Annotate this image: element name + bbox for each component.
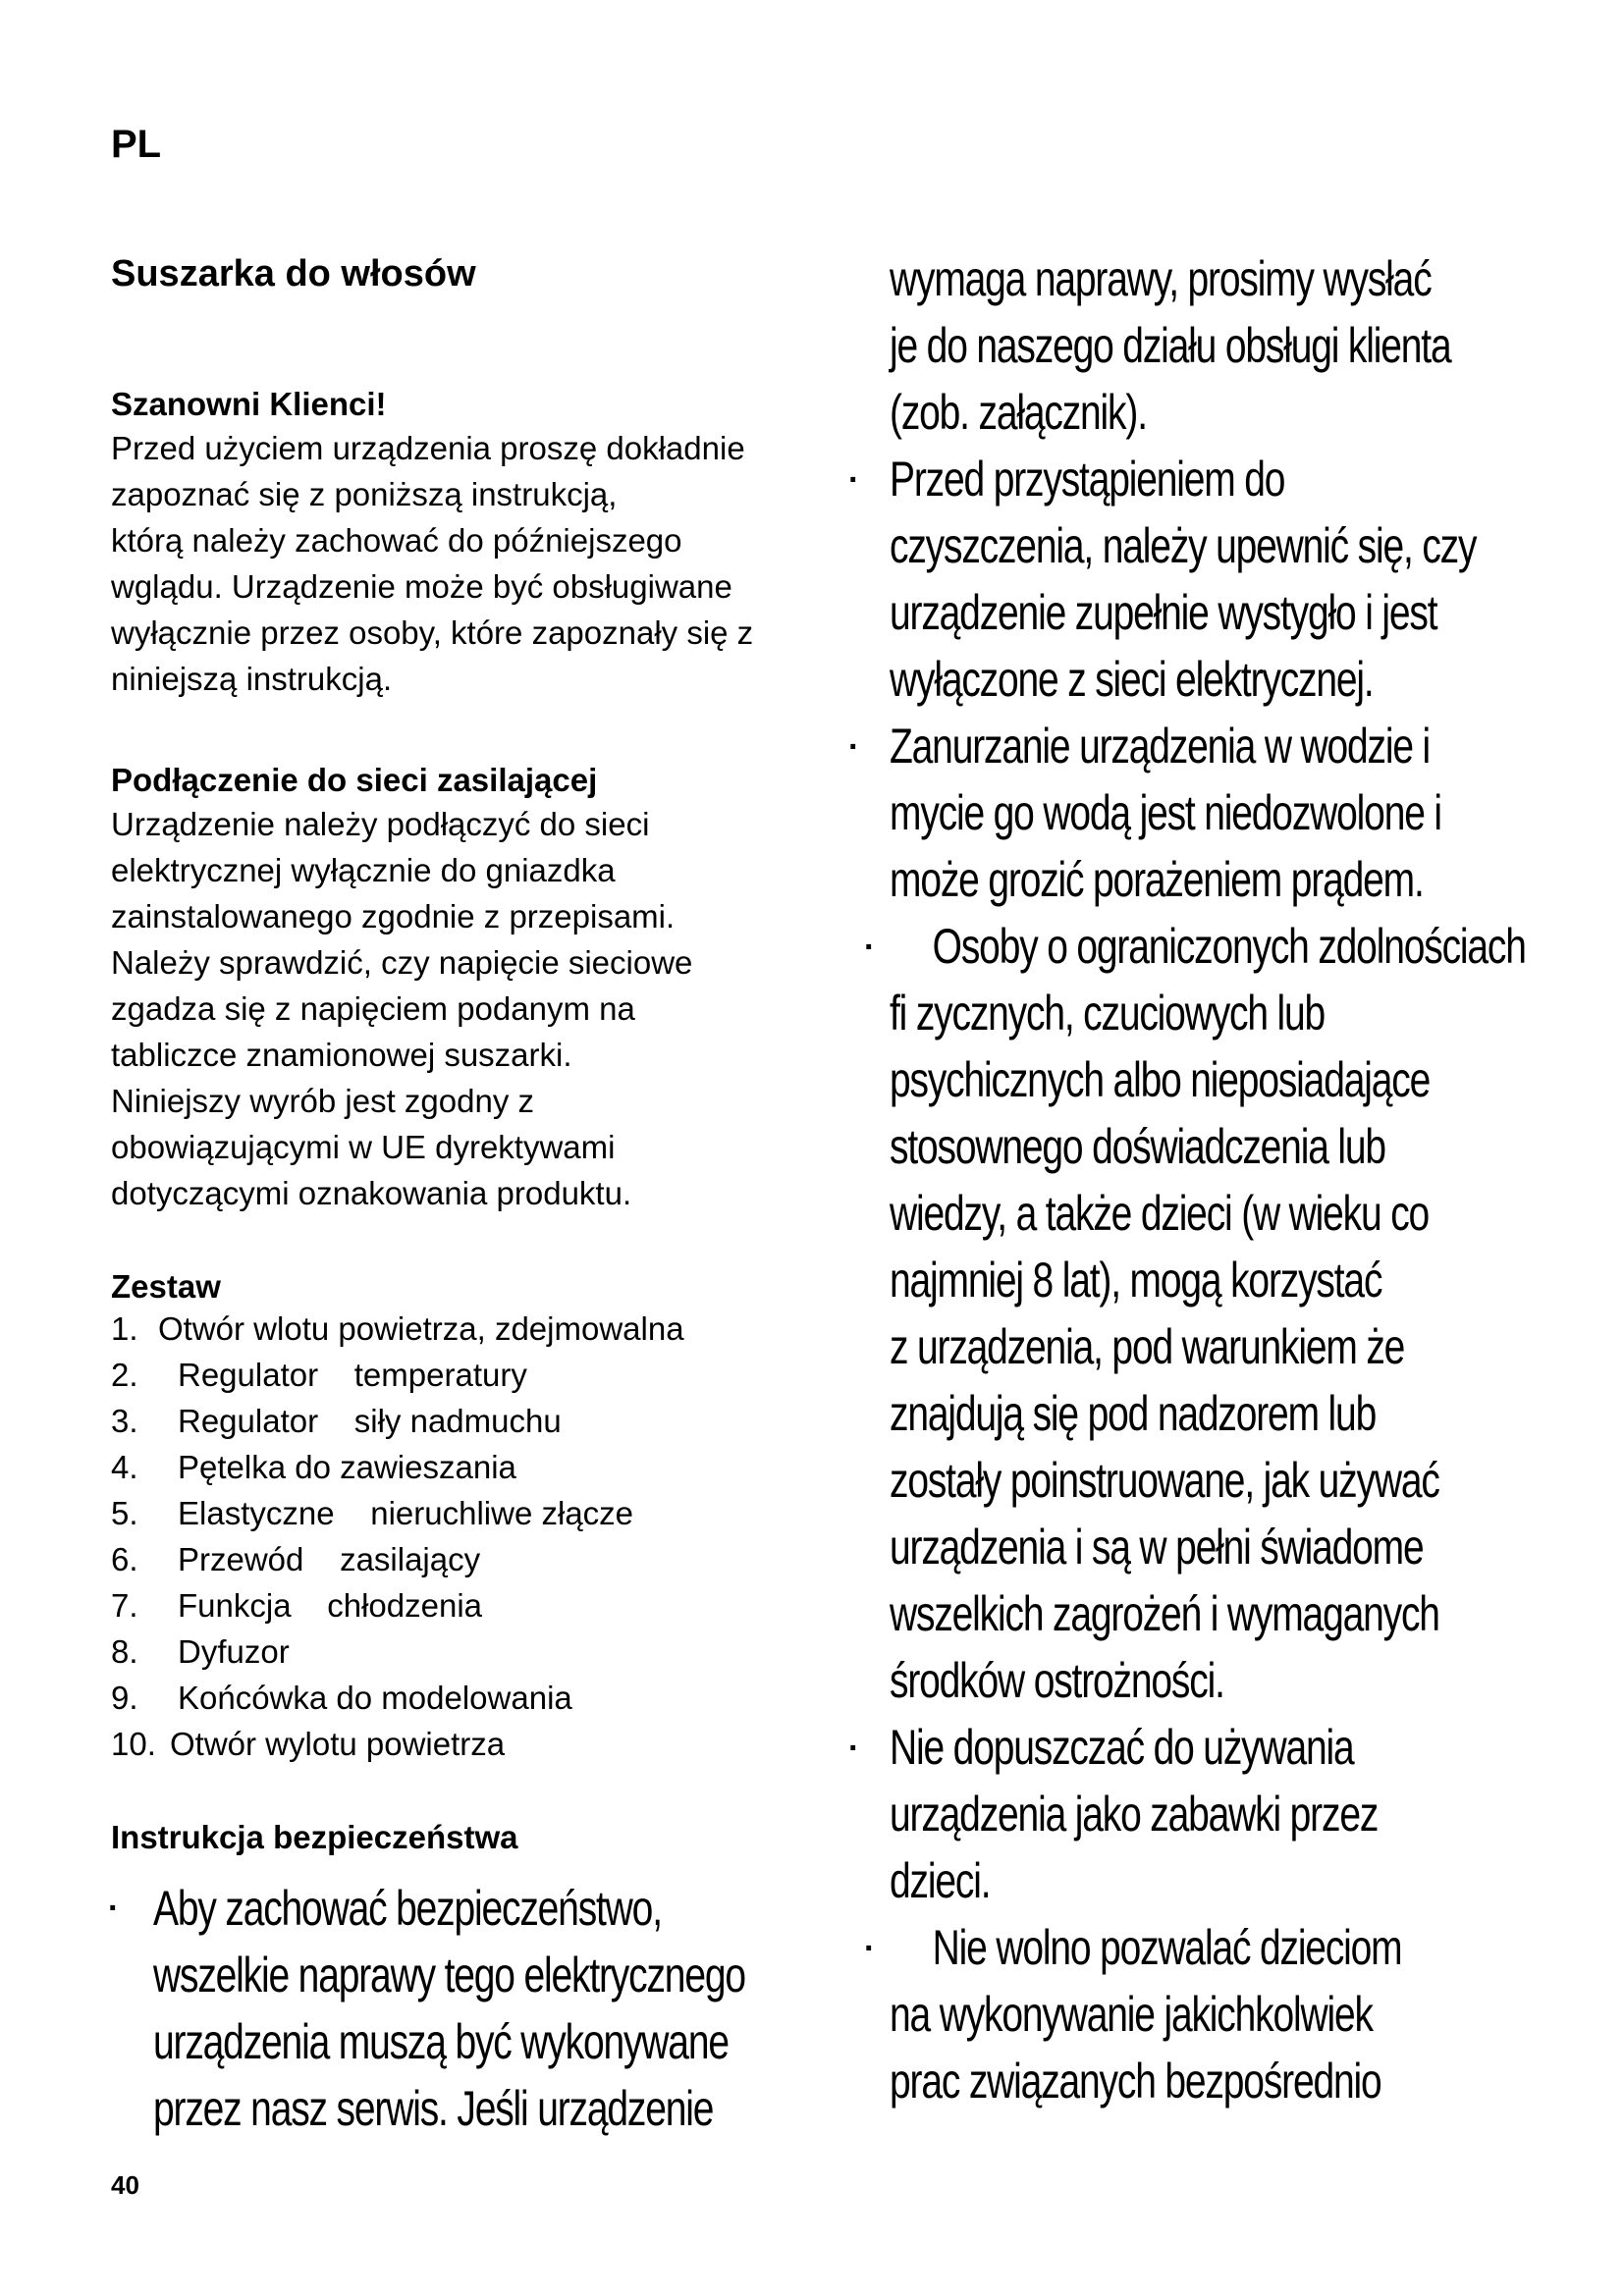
bullet-icon: ·: [864, 1930, 876, 1967]
safety-line: Przed przystąpieniem do: [890, 452, 1285, 507]
safety-line: wymaga naprawy, prosimy wysłać: [890, 251, 1432, 306]
safety-left-text: [153, 1875, 745, 2142]
item-number: 8.: [111, 1633, 138, 1670]
safety-line: znajdują się pod nadzorem lub: [890, 1386, 1377, 1441]
safety-line: urządzenia muszą być wykonywane: [153, 2014, 729, 2069]
intro-section: [111, 386, 798, 702]
item-text: Dyfuzor: [178, 1633, 290, 1670]
list-item: [111, 1536, 798, 1582]
safety-line: stosownego doświadczenia lub: [890, 1119, 1385, 1174]
safety-line: je do naszego działu obsługi klienta: [890, 318, 1451, 373]
item-text: Otwór wylotu powietrza: [170, 1726, 506, 1762]
safety-line: urządzenia i są w pełni świadome: [890, 1520, 1424, 1575]
intro-heading: Szanowni Klienci!: [111, 386, 387, 422]
bullet-icon: ·: [864, 929, 876, 966]
safety-line: Nie wolno pozwalać dzieciom: [932, 1920, 1402, 1975]
safety-heading: Instrukcja bezpieczeństwa: [111, 1819, 518, 1855]
safety-line: fi zycznych, czuciowych lub: [890, 986, 1326, 1041]
safety-line: Aby zachować bezpieczeństwo,: [153, 1881, 662, 1936]
list-item: [111, 1721, 798, 1767]
safety-right-text: [890, 245, 1526, 2114]
kit-heading: Zestaw: [111, 1268, 221, 1305]
page-title: Suszarka do włosów: [111, 253, 476, 294]
list-item: [111, 1398, 798, 1444]
intro-line: wyłącznie przez osoby, które zapoznały się z: [111, 614, 754, 651]
safety-line: psychicznych albo nieposiadające: [890, 1052, 1431, 1107]
list-item: [111, 1582, 798, 1629]
bullet-icon: ·: [848, 1730, 860, 1767]
power-line: zgadza się z napięciem podanym na: [111, 990, 635, 1027]
power-line: Urządzenie należy podłączyć do sieci: [111, 806, 650, 842]
safety-line: wszelkich zagrożeń i wymaganych: [890, 1586, 1439, 1641]
intro-line: niniejszą instrukcją.: [111, 661, 393, 697]
item-number: 1.: [111, 1310, 138, 1347]
power-line: Należy sprawdzić, czy napięcie sieciowe: [111, 944, 693, 981]
list-item: [111, 1444, 798, 1490]
item-text: Regulator temperatury: [178, 1357, 527, 1393]
item-number: 5.: [111, 1495, 138, 1531]
parts-list: [111, 1306, 798, 1767]
power-heading: Podłączenie do sieci zasilającej: [111, 762, 598, 798]
safety-line: zostały poinstruowane, jak używać: [890, 1453, 1439, 1508]
item-text: Elastyczne nieruchliwe złącze: [178, 1495, 634, 1531]
page-number: 40: [111, 2170, 139, 2200]
item-text: Końcówka do modelowania: [178, 1680, 572, 1716]
language-code: PL: [111, 123, 162, 166]
bullet-icon: ·: [848, 461, 860, 499]
safety-line: na wykonywanie jakichkolwiek: [890, 1987, 1373, 2042]
intro-text: [111, 425, 798, 702]
list-item: [111, 1490, 798, 1536]
safety-line: prac związanych bezpośrednio: [890, 2054, 1381, 2109]
power-section: [111, 762, 798, 1216]
safety-line: Osoby o ograniczonych zdolnościach: [932, 919, 1526, 974]
safety-line: środków ostrożności.: [890, 1653, 1224, 1708]
safety-line: przez nasz serwis. Jeśli urządzenie: [153, 2081, 714, 2136]
safety-line: mycie go wodą jest niedozwolone i: [890, 785, 1441, 840]
power-line: obowiązującymi w UE dyrektywami: [111, 1129, 616, 1165]
safety-line: wyłączone z sieci elektrycznej.: [890, 652, 1374, 707]
power-line: Niniejszy wyrób jest zgodny z: [111, 1083, 534, 1119]
item-number: 7.: [111, 1587, 138, 1624]
safety-line: dzieci.: [890, 1853, 991, 1908]
list-item: [111, 1675, 798, 1721]
item-number: 2.: [111, 1357, 138, 1393]
power-text: [111, 801, 798, 1216]
power-line: elektrycznej wyłącznie do gniazdka: [111, 852, 616, 888]
kit-section: [111, 1268, 798, 1767]
list-item: [111, 1306, 798, 1352]
safety-line: może grozić porażeniem prądem.: [890, 852, 1424, 907]
item-text: Otwór wlotu powietrza, zdejmowalna: [158, 1310, 684, 1347]
safety-line: Zanurzanie urządzenia w wodzie i: [890, 719, 1431, 774]
safety-line: z urządzenia, pod warunkiem że: [890, 1319, 1405, 1374]
safety-line: czyszczenia, należy upewnić się, czy: [890, 518, 1477, 573]
list-item: [111, 1629, 798, 1675]
item-number: 6.: [111, 1541, 138, 1577]
safety-line: (zob. załącznik).: [890, 385, 1147, 440]
item-number: 10.: [111, 1726, 156, 1762]
safety-line: wszelkie naprawy tego elektrycznego: [153, 1948, 745, 2002]
intro-line: którą należy zachować do późniejszego: [111, 522, 682, 559]
intro-line: Przed użyciem urządzenia proszę dokładnie: [111, 430, 745, 466]
safety-line: urządzenia jako zabawki przez: [890, 1787, 1379, 1842]
safety-line: najmniej 8 lat), mogą korzystać: [890, 1253, 1382, 1308]
intro-line: zapoznać się z poniższą instrukcją,: [111, 476, 618, 512]
bullet-icon: ·: [848, 728, 860, 766]
safety-line: Nie dopuszczać do używania: [890, 1720, 1354, 1775]
list-item: [111, 1352, 798, 1398]
power-line: zainstalowanego zgodnie z przepisami.: [111, 898, 676, 934]
item-number: 9.: [111, 1680, 138, 1716]
item-text: Funkcja chłodzenia: [178, 1587, 483, 1624]
intro-line: wglądu. Urządzenie może być obsługiwane: [111, 568, 732, 605]
power-line: dotyczącymi oznakowania produktu.: [111, 1175, 632, 1211]
item-number: 4.: [111, 1449, 138, 1485]
item-text: Przewód zasilający: [178, 1541, 481, 1577]
safety-line: urządzenie zupełnie wystygło i jest: [890, 585, 1437, 640]
item-text: Regulator siły nadmuchu: [178, 1403, 562, 1439]
bullet-icon: ·: [108, 1890, 120, 1927]
safety-line: wiedzy, a także dzieci (w wieku co: [890, 1186, 1430, 1241]
item-number: 3.: [111, 1403, 138, 1439]
item-text: Pętelka do zawieszania: [178, 1449, 516, 1485]
power-line: tabliczce znamionowej suszarki.: [111, 1037, 572, 1073]
